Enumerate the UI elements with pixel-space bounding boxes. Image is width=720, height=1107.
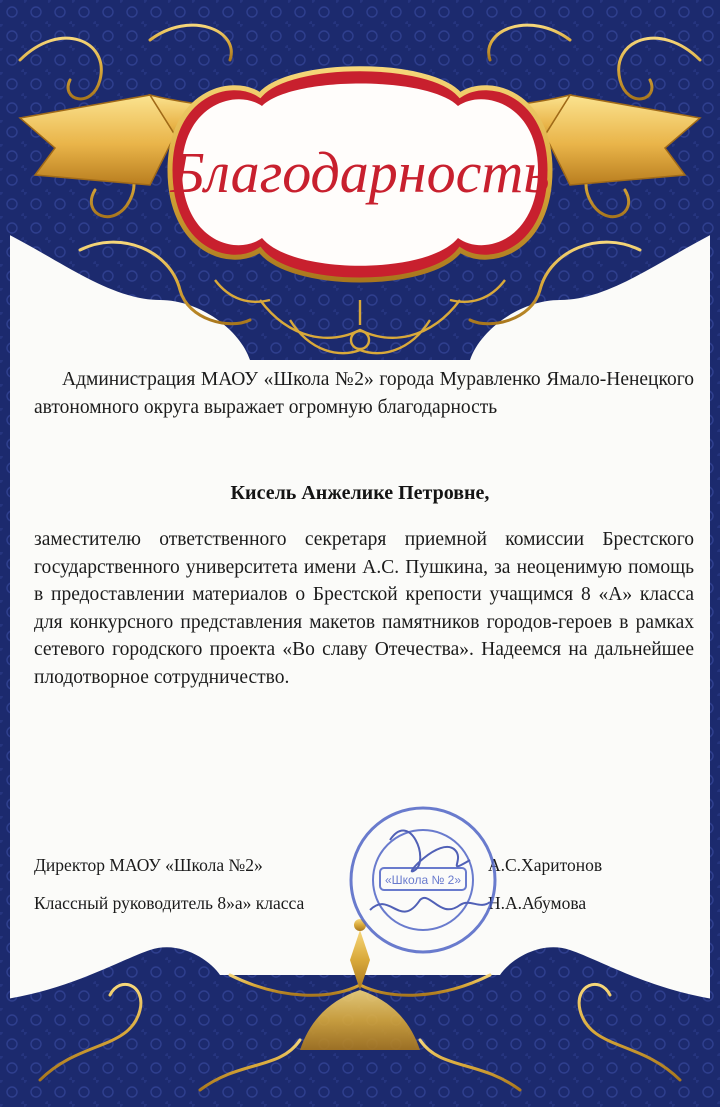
signature-scribble-teacher [370, 898, 490, 912]
intro-paragraph: Администрация МАОУ «Школа №2» города Муравленко Ямало-Ненецкого автономного округа выражает огромную благодарность [34, 369, 694, 418]
stamp-text: «Школа № 2» [384, 873, 462, 887]
certificate-title: Благодарность [170, 140, 550, 205]
signature-role: Классный руководитель 8»а» класса [34, 893, 305, 913]
signature-name: А.С.Харитонов [488, 855, 603, 875]
signature-scribble-director [390, 831, 470, 872]
main-paragraph: заместителю ответственного секретаря приемной комиссии Брестского государственного университета имени А.С. Пушкина, за неоценимую помощь в предоставлении материалов о Брестской крепости учащимся 8 «А» класса для конкурсного представления макетов памятников городов-героев в рамках сетевого городского проекта «Во славу Отечества». Надеемся на дальнейшее плодотворное сотрудничество. [34, 529, 694, 688]
signature-role: Директор МАОУ «Школа №2» [34, 855, 263, 875]
signature-name: Н.А.Абумова [488, 893, 587, 913]
recipient-name: Кисель Анжелике Петровне, [230, 482, 490, 504]
